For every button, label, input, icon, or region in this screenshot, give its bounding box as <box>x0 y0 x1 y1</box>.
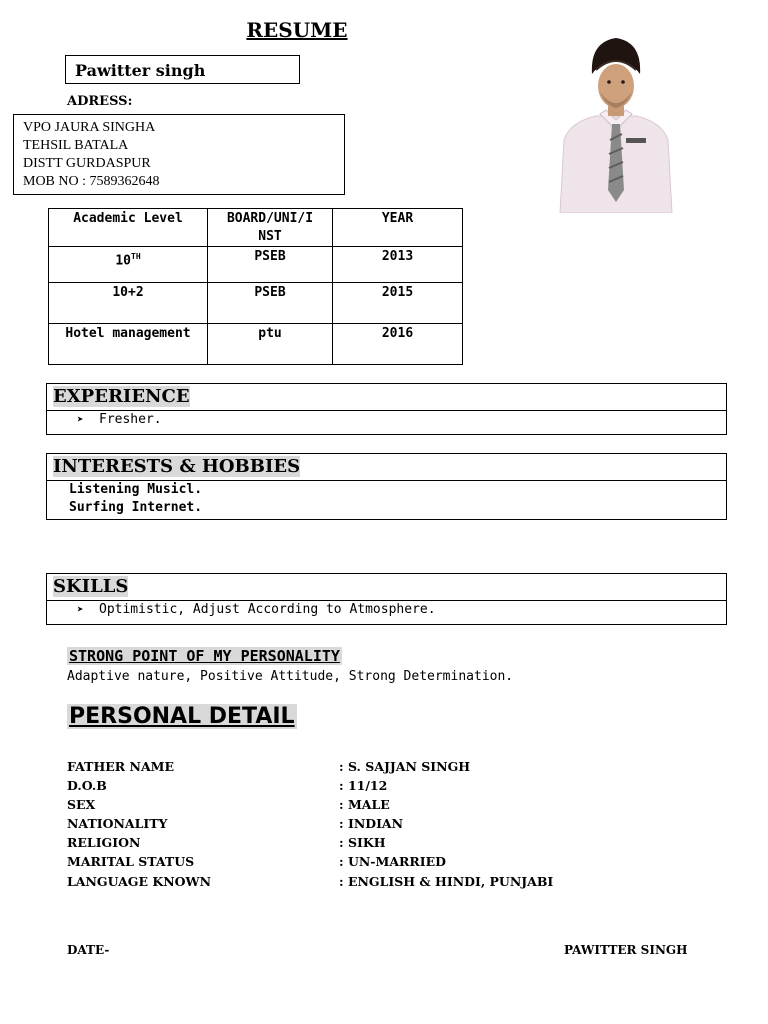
personal-row <box>67 874 667 894</box>
list-item: ➤ Optimistic, Adjust According to Atmosphere. <box>77 602 436 617</box>
signature-name: PAWITTER SINGH <box>564 943 688 957</box>
date-label: DATE- <box>67 943 110 957</box>
table-row <box>49 247 463 283</box>
personal-value: : ENGLISH & HINDI, PUNJABI <box>339 874 554 889</box>
candidate-name: Pawitter singh <box>65 55 300 84</box>
table-row <box>49 324 463 365</box>
table-cell-year: 2013 <box>333 247 463 283</box>
arrow-bullet-icon: ➤ <box>77 413 84 426</box>
arrow-bullet-icon: ➤ <box>77 603 84 616</box>
table-cell-level: 10TH <box>49 247 208 283</box>
table-header: BOARD/UNI/I NST <box>208 209 333 247</box>
skills-section <box>46 573 727 625</box>
personal-value: : INDIAN <box>339 816 404 831</box>
address-line: TEHSIL BATALA <box>23 138 129 153</box>
table-row <box>49 283 463 324</box>
personal-row <box>67 759 667 779</box>
address-label: ADRESS: <box>67 94 133 109</box>
personal-key: MARITAL STATUS <box>67 854 195 869</box>
section-heading: EXPERIENCE <box>47 384 726 411</box>
personal-key: D.O.B <box>67 778 107 793</box>
resume-title: RESUME <box>246 18 348 42</box>
table-header: YEAR <box>333 209 463 247</box>
personal-value: : 11/12 <box>339 778 388 793</box>
personal-value: : UN-MARRIED <box>339 854 447 869</box>
personal-key: NATIONALITY <box>67 816 168 831</box>
personal-row <box>67 854 667 874</box>
profile-photo <box>556 30 676 213</box>
strong-point-heading: STRONG POINT OF MY PERSONALITY <box>69 647 340 665</box>
personal-value: : MALE <box>339 797 390 812</box>
section-heading: SKILLS <box>47 574 726 601</box>
phone-line: MOB NO : 7589362648 <box>23 174 160 189</box>
personal-detail-heading: PERSONAL DETAIL <box>69 704 295 729</box>
table-cell-level: Hotel management <box>49 324 208 365</box>
personal-key: LANGUAGE KNOWN <box>67 874 212 889</box>
table-header: Academic Level <box>49 209 208 247</box>
personal-row <box>67 797 667 817</box>
table-header-row <box>49 209 463 247</box>
list-item: Surfing Internet. <box>69 500 203 515</box>
personal-key: FATHER NAME <box>67 759 175 774</box>
section-heading: INTERESTS & HOBBIES <box>47 454 726 481</box>
list-item: Listening Musicl. <box>69 482 203 497</box>
table-cell-board: PSEB <box>208 247 333 283</box>
experience-section <box>46 383 727 435</box>
personal-value: : S. SAJJAN SINGH <box>339 759 471 774</box>
table-cell-year: 2016 <box>333 324 463 365</box>
personal-key: RELIGION <box>67 835 141 850</box>
table-cell-board: PSEB <box>208 283 333 324</box>
address-line: VPO JAURA SINGHA <box>23 120 156 135</box>
strong-point-text: Adaptive nature, Positive Attitude, Strong Determination. <box>67 669 514 684</box>
table-cell-board: ptu <box>208 324 333 365</box>
address-line: DISTT GURDASPUR <box>23 156 151 171</box>
personal-key: SEX <box>67 797 96 812</box>
personal-value: : SIKH <box>339 835 386 850</box>
education-table <box>48 208 463 365</box>
interests-section <box>46 453 727 520</box>
address-box <box>13 114 345 195</box>
personal-row <box>67 835 667 855</box>
table-cell-level: 10+2 <box>49 283 208 324</box>
table-cell-year: 2015 <box>333 283 463 324</box>
personal-row <box>67 816 667 836</box>
personal-row <box>67 778 667 798</box>
list-item: ➤ Fresher. <box>77 412 162 427</box>
